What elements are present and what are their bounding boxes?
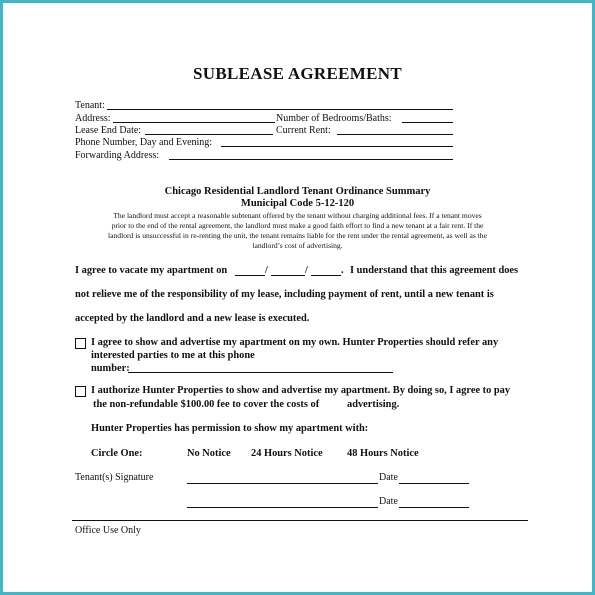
date-line[interactable] — [399, 483, 469, 484]
agreement-line-2: not relieve me of the responsibility of my lease, including payment of rent, until a new tenant is — [75, 289, 494, 300]
lease-end-label: Lease End Date: — [75, 125, 142, 136]
summary-heading: Chicago Residential Landlord Tenant Ordinance Summary — [164, 186, 431, 197]
lease-end-input-line[interactable] — [145, 134, 273, 135]
office-divider — [72, 520, 528, 521]
agreement-line-1-start: I agree to vacate my apartment on — [75, 265, 228, 276]
vacate-year-line[interactable] — [311, 275, 341, 276]
vacate-day-line[interactable] — [271, 275, 305, 276]
date-label: Date — [379, 472, 398, 483]
option-1-line-1: I agree to show and advertise my apartment on my own. Hunter Properties should refer any — [91, 337, 499, 348]
circle-one-label: Circle One: — [91, 448, 143, 459]
permission-text: Hunter Properties has permission to show my apartment with: — [91, 423, 369, 434]
tenant-label: Tenant: — [75, 100, 105, 111]
date-line-2[interactable] — [399, 507, 469, 508]
date-separator: / — [305, 265, 308, 276]
bedrooms-label: Number of Bedrooms/Baths: — [276, 113, 392, 124]
option-1-line-3: number: — [91, 363, 130, 374]
summary-line: landlord’s cost of advertising. — [252, 241, 343, 250]
vacate-month-line[interactable] — [235, 275, 265, 276]
forwarding-input-line[interactable] — [169, 159, 453, 160]
authorize-checkbox[interactable] — [75, 386, 86, 397]
summary-line: prior to the end of the rental agreement, the landlord must make a good faith effort to find a new tenant at a fair rent. If the — [111, 221, 484, 230]
address-input-line[interactable] — [113, 122, 275, 123]
option-1-line-2: interested parties to me at this phone — [91, 350, 255, 361]
current-rent-label: Current Rent: — [276, 125, 331, 136]
signature-line[interactable] — [187, 483, 378, 484]
summary-line: landlord is unsuccessful in re-renting the unit, the tenant remains liable for the rent under the rental agreement, as well as the — [108, 231, 487, 240]
date-label-2: Date — [379, 496, 398, 507]
no-notice-option[interactable]: No Notice — [187, 448, 231, 459]
show-own-checkbox[interactable] — [75, 338, 86, 349]
agreement-line-3: accepted by the landlord and a new lease is executed. — [75, 313, 310, 324]
address-label: Address: — [75, 113, 111, 124]
phone-number-line[interactable] — [128, 372, 393, 373]
summary-line: The landlord must accept a reasonable subtenant offered by the tenant without charging additional fees. If a tenant moves — [113, 211, 482, 220]
document-title: SUBLEASE AGREEMENT — [193, 64, 402, 83]
tenant-input-line[interactable] — [107, 109, 453, 110]
option-2-line-1: I authorize Hunter Properties to show and advertise my apartment. By doing so, I agree to pay — [91, 385, 511, 396]
48-hours-notice-option[interactable]: 48 Hours Notice — [347, 448, 419, 459]
summary-code: Municipal Code 5-12-120 — [240, 198, 355, 209]
option-2-line-2: the non-refundable $100.00 fee to cover the costs of — [93, 399, 320, 410]
agreement-line-1-end: I understand that this agreement does — [350, 265, 519, 276]
document — [3, 3, 592, 592]
option-2-line-2b: advertising. — [347, 399, 400, 410]
signature-label: Tenant(s) Signature — [75, 472, 154, 483]
date-period: . — [341, 265, 344, 276]
office-use-label: Office Use Only — [75, 525, 141, 536]
bedrooms-input-line[interactable] — [402, 122, 453, 123]
forwarding-label: Forwarding Address: — [75, 150, 160, 161]
signature-line-2[interactable] — [187, 507, 378, 508]
24-hours-notice-option[interactable]: 24 Hours Notice — [251, 448, 323, 459]
phone-input-line[interactable] — [221, 146, 453, 147]
phone-label: Phone Number, Day and Evening: — [75, 137, 213, 148]
date-separator: / — [265, 265, 268, 276]
current-rent-input-line[interactable] — [337, 134, 453, 135]
